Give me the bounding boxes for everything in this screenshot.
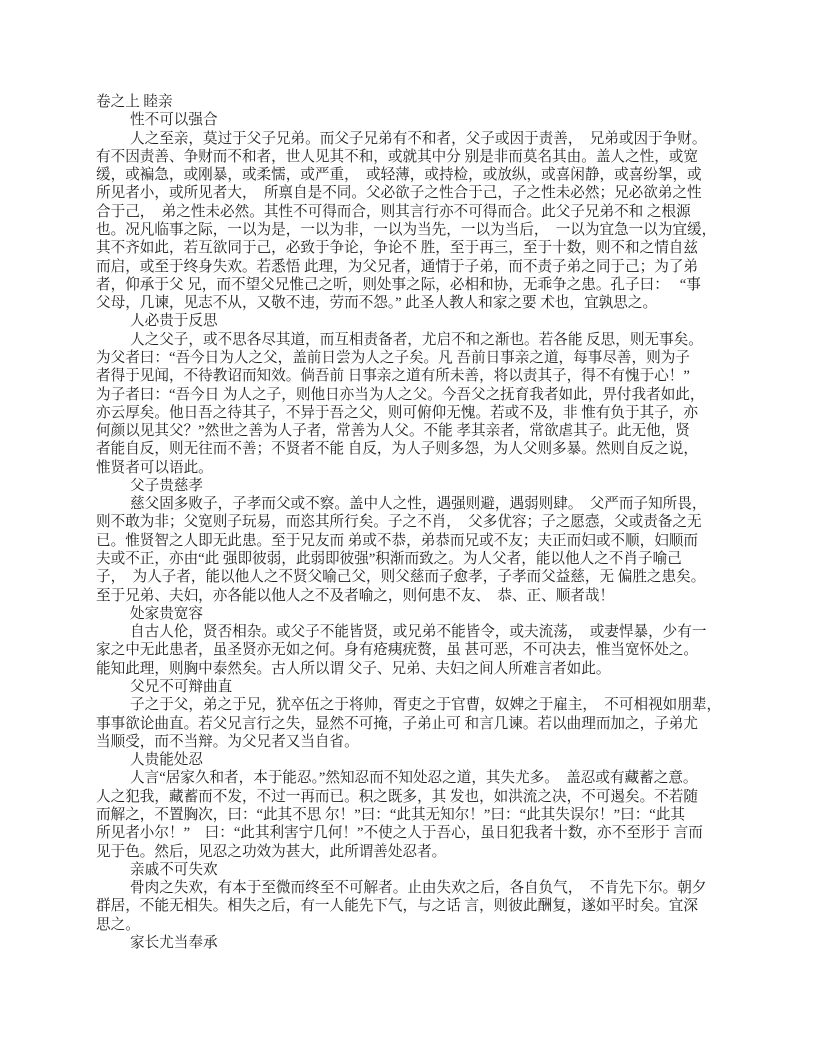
text-line: 人之至亲，莫过于父子兄弟。而父子兄弟有不和者，父子或因于责善， 兄弟或因于争财。 <box>130 130 707 147</box>
text-line: 惟贤者可以语此。 <box>96 459 213 476</box>
text-line: 何颜以见其父？”然世之善为人子者，常善为人父。不能 孝其亲者，常欲虐其子。此无他，贤 <box>96 423 690 440</box>
text-line: 子， 为人子者，能以他人之不贤父喻己父，则父慈而子愈孝，子孝而父益慈，无 偏胜之患矣。 <box>96 569 706 586</box>
text-line: 至于兄弟、夫妇，亦各能以他人之不及者喻之，则何患不友、 恭、正、顺者哉！ <box>96 587 615 604</box>
section-heading: 父兄不可辩曲直 <box>130 679 233 695</box>
text-line: 为子者曰：“吾今日 为人之子，则他日亦当为人之父。今吾父之抚育我者如此，畀付我者如此， <box>96 386 705 403</box>
section-heading: 亲戚不可失欢 <box>130 861 218 878</box>
text-line: 合于己， 弟之性未必然。其性不可得而合，则其言行亦不可得而合。此父子兄弟不和 之根源 <box>96 203 691 220</box>
text-line: 夫或不正，亦由“此 强即彼弱，此弱即彼强”积渐而致之。为人父者，能以他人之不肖子喻己 <box>96 551 682 568</box>
section-heading: 人必贵于反思 <box>130 313 218 330</box>
text-line: 慈父固多败子，子孝而父或不察。盖中人之性，遇强则避，遇弱则肆。 父严而子知所畏， <box>130 496 707 513</box>
text-line: 思之。 <box>96 916 140 933</box>
text-line: 父母，几谏，见志不从，又敬不违，劳而不怨。” 此圣人教人和家之要 术也，宜孰思之。 <box>96 295 658 312</box>
text-line: 也。况凡临事之际，一以为是，一以为非，一以为当先，一以为当后， 一以为宜急一以为宜缓， <box>96 221 717 238</box>
text-line: 骨肉之失欢，有本于至微而终至不可解者。止由失欢之后，各自负气， 不肯先下尔。朝夕 <box>130 880 707 897</box>
volume-title: 卷之上 睦亲 <box>96 94 173 110</box>
text-line: 而启，或至于终身失欢。若悉悟 此理，为父兄者，通情于子弟，而不责子弟之同于己；为了弟 <box>96 258 698 275</box>
section-heading: 人贵能处忍 <box>130 752 203 769</box>
text-line: 者得于见闻，不待教诏而知效。倘吾前 日事亲之道有所未善，将以责其子，得不有愧于心！” <box>96 368 690 385</box>
text-line: 所见者小，或所见者大， 所禀自是不同。父必欲子之性合于己，子之性未必然；兄必欲弟之性 <box>96 185 702 202</box>
text-line: 缓，或褊急，或刚暴，或柔懦，或严重， 或轻薄，或持检，或放纵，或喜闲静，或喜纷挐，或 <box>96 167 702 184</box>
text-line: 自古人伦，贤否相杂。或父子不能皆贤，或兄弟不能皆令，或夫流荡， 或妻悍暴，少有一 <box>130 624 707 641</box>
text-line: 群居，不能无相失。相失之后，有一人能先下气，与之话 言，则彼此酬复，遂如平时矣。宜深 <box>96 898 698 915</box>
section-heading: 处家贵宽容 <box>130 605 203 622</box>
document-body <box>96 93 722 952</box>
section-heading: 性不可以强合 <box>130 112 218 129</box>
text-line: 子之于父，弟之于兄，犹卒伍之于将帅，胥吏之于官曹，奴婢之于雇主， 不可相视如朋辈， <box>130 697 722 714</box>
text-line: 为父者曰：“吾今日为人之父，盖前日尝为人之子矣。凡 吾前日事亲之道，每事尽善，则为子 <box>96 349 690 366</box>
text-line: 已。惟贤智之人即无此患。至于兄友而 弟或不恭，弟恭而兄或不友；夫正而妇或不顺，妇顺而 <box>96 532 698 549</box>
text-line: 亦云厚矣。他日吾之待其子，不异于吾之父，则可俯仰无愧。若或不及，非 惟有负于其子，亦 <box>96 404 698 421</box>
text-line: 者能自反，则无往而不善；不贤者不能 自反，为人子则多怨，为人父则多暴。然则自反之说， <box>96 441 698 458</box>
section-heading: 父子贵慈孝 <box>130 477 203 494</box>
text-line: 人之犯我，藏蓄而不发，不过一再而已。积之既多，其 发也，如洪流之决，不可遏矣。不若随 <box>96 788 698 805</box>
text-line: 人言“居家久和者，本于能忍。”然知忍而不知处忍之道，其失尤多。 盖忍或有藏蓄之意。 <box>130 770 698 787</box>
text-line: 则不敢为非；父宽则子玩易，而恣其所行矣。子之不肖， 父多优容；子之愿悫，父或责备之无 <box>96 514 702 531</box>
text-line: 家之中无此患者，虽圣贤亦无如之何。身有疮痍疣赘，虽 甚可恶，不可决去，惟当宽怀处之。 <box>96 642 698 659</box>
text-line: 者，仰承于父 兄，而不望父兄惟己之听，则处事之际，必相和协，无乖争之患。孔子曰： “事 <box>96 276 701 293</box>
text-line: 能知此理，则胸中泰然矣。古人所以谓 父子、兄弟、夫妇之间人所难言者如此。 <box>96 660 611 677</box>
text-line: 事事欲论曲直。若父兄言行之失，显然不可掩，子弟止可 和言几谏。若以曲理而加之，子弟尤 <box>96 715 698 732</box>
text-line: 人之父子，或不思各尽其道，而互相责备者，尤启不和之渐也。若各能 反思，则无事矣。 <box>130 331 703 348</box>
text-line: 所见者小尔！” 曰：“此其利害宁几何！”不使之人于吾心，虽日犯我者十数，亦不至形于 言而 <box>96 825 703 842</box>
text-line: 见于色。然后，见忍之功效为甚大，此所谓善处忍者。 <box>96 843 447 860</box>
text-line: 有不因责善、争财而不和者，世人见其不和，或就其中分 别是非而莫名其由。盖人之性，或宽 <box>96 148 698 165</box>
text-line: 而解之，不置胸次，曰：“此其不思 尔！”曰：“此其无知尔！”曰：“此其失误尔！”曰：“此其 <box>96 806 685 823</box>
text-line: 其不齐如此，若互欲同于己，必致于争论，争论不 胜，至于再三，至于十数，则不和之情自兹 <box>96 240 698 257</box>
section-heading: 家长尤当奉承 <box>130 934 218 951</box>
text-line: 当顺受，而不当辩。为父兄者又当自省。 <box>96 733 359 750</box>
